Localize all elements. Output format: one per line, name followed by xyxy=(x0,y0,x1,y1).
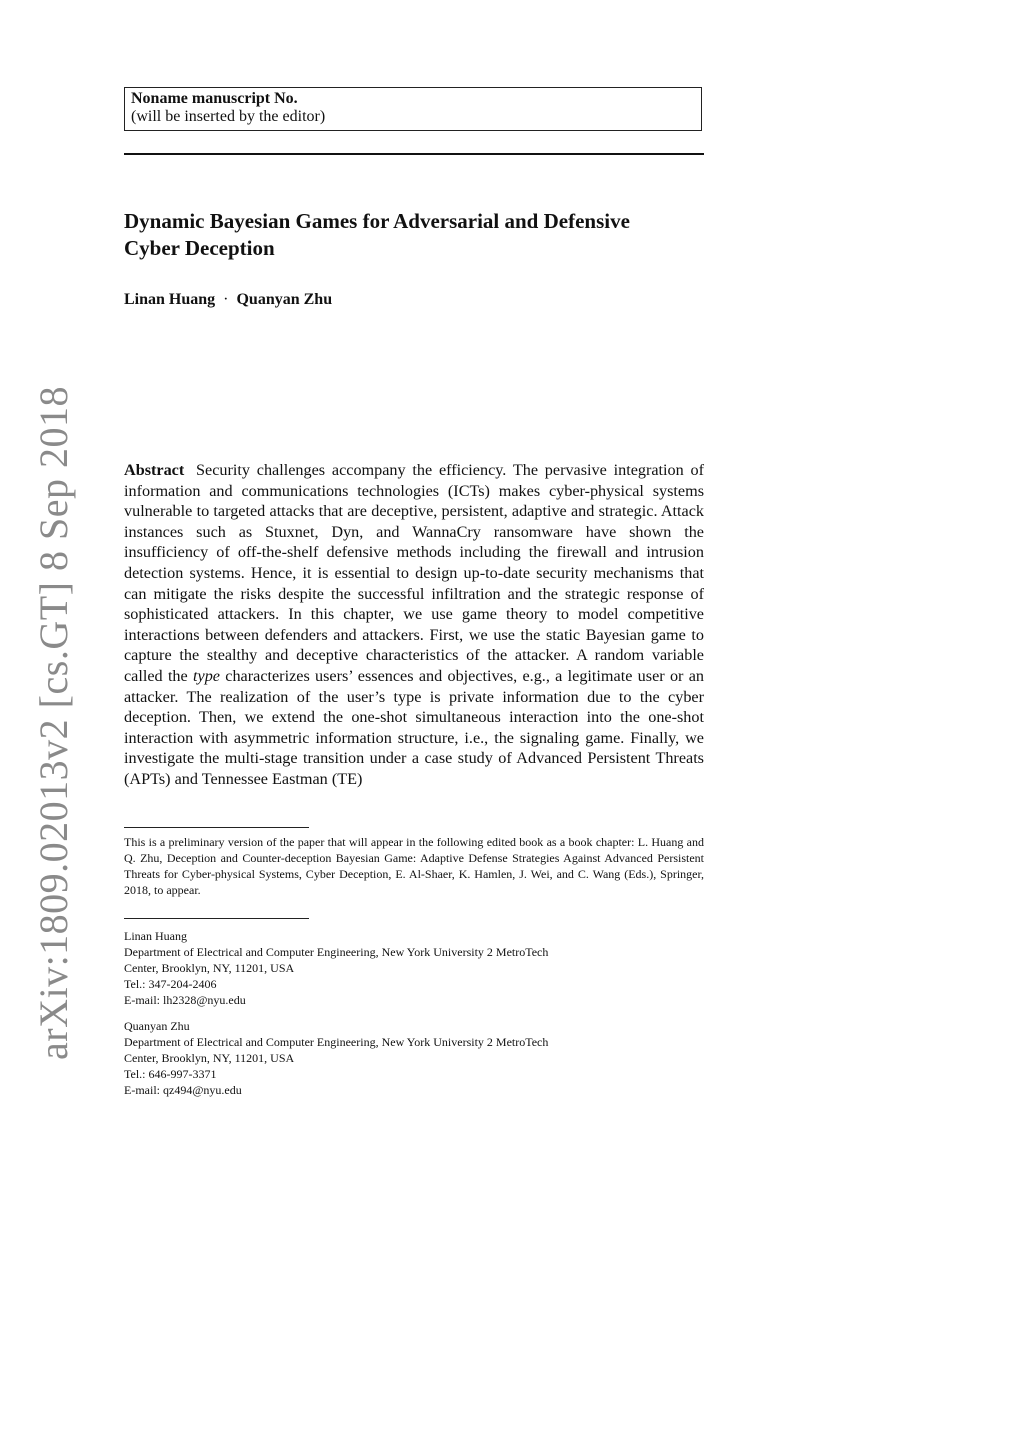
footnote-rule xyxy=(124,827,309,828)
affiliation-name: Linan Huang xyxy=(124,929,187,943)
title-line-2: Cyber Deception xyxy=(124,236,275,260)
arxiv-identifier: arXiv:1809.02013v2 [cs.GT] 8 Sep 2018 xyxy=(31,386,76,1060)
editor-note: (will be inserted by the editor) xyxy=(131,108,326,125)
affiliation-1 xyxy=(124,928,704,1008)
affiliation-email: E-mail: qz494@nyu.edu xyxy=(124,1083,242,1097)
abstract-text-part-1: Security challenges accompany the efficiency. The pervasive integration of information and communications technologies (ICTs) makes cyber-physical systems vulnerable to targeted attacks that are deceptive, persistent, adaptive and strategic. Attack instances such as Stuxnet, Dyn, and WannaCry ransomware have shown the insufficiency of off-the-shelf defensive methods including the firewall and intrusion detection systems. Hence, it is essential to design up-to-date security mechanisms that can mitigate the risks despite the successful infiltration and the strategic response of sophisticated attackers. In this chapter, we use game theory to model competitive interactions between defenders and attackers. First, we use the static Bayesian game to capture the stealthy and deceptive characteristics of the attacker. A random variable called the xyxy=(124,461,705,685)
affiliation-address: Center, Brooklyn, NY, 11201, USA xyxy=(124,961,295,975)
abstract-text-part-2: characterizes users’ essences and objectives, e.g., a legitimate user or an attacker. The realization of the user’s type is private information due to the cyber deception. Then, we extend the one-shot simultaneous interaction into the one-shot interaction with asymmetric information structure, i.e., the signaling game. Finally, we investigate the multi-stage transition under a case study of Advanced Persistent Threats (APTs) and Tennessee Eastman (TE) xyxy=(124,666,704,788)
paper-title xyxy=(124,208,714,262)
footnote: This is a preliminary version of the paper that will appear in the following edited book as a book chapter: L. Huang and Q. Zhu, Deception and Counter-deception Bayesian Game: Adaptive Defense Strategies Against Advanced Persistent Threats for Cyber-physical Systems, Cyber Deception, E. Al-Shaer, K. Hamlen, J. Wei, and C. Wang (Eds.), Springer, 2018, to appear. xyxy=(124,835,704,897)
affiliation-department: Department of Electrical and Computer Engineering, New York University 2 MetroTech xyxy=(124,1035,549,1049)
abstract-label: Abstract xyxy=(124,461,185,479)
affiliation-email: E-mail: lh2328@nyu.edu xyxy=(124,993,246,1007)
author-2: Quanyan Zhu xyxy=(236,291,333,308)
manuscript-number: Noname manuscript No. xyxy=(131,90,298,107)
editor-box xyxy=(124,87,702,131)
affiliation-2 xyxy=(124,1018,704,1098)
author-1: Linan Huang xyxy=(124,291,216,308)
abstract-italic-type: type xyxy=(193,666,220,685)
abstract xyxy=(124,460,704,790)
affiliation-tel: Tel.: 646-997-3371 xyxy=(124,1067,217,1081)
author-separator: · xyxy=(223,291,229,308)
affiliation-name: Quanyan Zhu xyxy=(124,1019,190,1033)
title-rule xyxy=(124,153,704,155)
affiliation-department: Department of Electrical and Computer Engineering, New York University 2 MetroTech xyxy=(124,945,549,959)
affiliation-rule xyxy=(124,918,309,919)
author-list xyxy=(124,291,332,309)
affiliation-address: Center, Brooklyn, NY, 11201, USA xyxy=(124,1051,295,1065)
title-line-1: Dynamic Bayesian Games for Adversarial and Defensive xyxy=(124,209,630,233)
affiliation-tel: Tel.: 347-204-2406 xyxy=(124,977,217,991)
